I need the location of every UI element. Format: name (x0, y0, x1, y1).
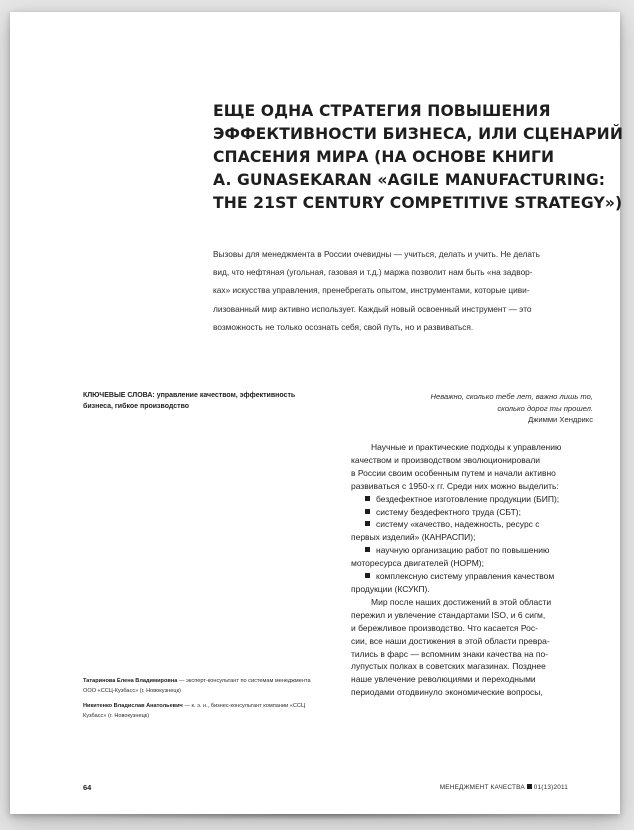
lead-line: лизованный мир активно использует. Каждый новый освоенный инструмент — это (213, 303, 532, 314)
author-description: ООО «ССЦ-Кузбасс» (г. Новокузнецк) (83, 687, 181, 694)
bullet-item: систему «качество, надежность, ресурс с (351, 518, 601, 531)
body-line: лупустых полках в советских магазинах. Позднее (351, 661, 546, 672)
bullet-continuation: моторесурса двигателей (НОРМ); (351, 558, 484, 569)
page-number: 64 (83, 783, 92, 792)
title-line: СПАСЕНИЯ МИРА (НА ОСНОВЕ КНИГИ (213, 148, 555, 166)
bullet-item: научную организацию работ по повышению (351, 544, 601, 557)
body-line: Научные и практические подходы к управлению (371, 442, 562, 452)
footer-square-icon (527, 784, 532, 789)
keywords-line: КЛЮЧЕВЫЕ СЛОВА: управление качеством, эффективность (83, 392, 296, 399)
body-line: развиваться с 1950-х гг. Среди них можно выделить: (351, 480, 559, 491)
lead-line: ках» искусства управления, пренебрегать опытом, инструментами, которые циви- (213, 285, 530, 296)
journal-issue: 01(13)2011 (533, 784, 568, 791)
keywords-block (83, 391, 333, 412)
bullet-continuation: продукции (КСУКП). (351, 583, 430, 594)
author-description: — эксперт-консультант по системам менеджмента (177, 678, 311, 684)
title-line: A. GUNASEKARAN «AGILE MANUFACTURING: (213, 171, 606, 189)
author-entry (83, 702, 335, 721)
title-line: THE 21ST CENTURY COMPETITIVE STRATEGY») (213, 194, 623, 212)
author-name: Никитенко Владислав Анатольевич (83, 703, 183, 709)
epigraph-quote-line: сколько дорог ты прошел. (497, 403, 593, 413)
magazine-page (10, 12, 623, 814)
epigraph (365, 391, 593, 426)
author-description: Кузбасс» (г. Новокузнецк) (83, 712, 150, 719)
epigraph-author: Джимми Хендрикс (528, 415, 593, 424)
body-line: сии, все наши достижения в этой области превра- (351, 635, 550, 646)
keywords-line: бизнеса, гибкое производство (83, 402, 190, 410)
body-line: наше увлечение революциями и переходными (351, 674, 536, 685)
title-line: ЕЩЕ ОДНА СТРАТЕГИЯ ПОВЫШЕНИЯ (213, 102, 551, 120)
body-line: периодами отодвинуло экономические вопросы, (351, 687, 543, 698)
author-description: — к. э. н., бизнес-консультант компании «ССЦ (182, 703, 306, 709)
bullet-item: систему бездефектного труда (СБТ); (351, 506, 601, 519)
body-text (351, 441, 601, 699)
journal-footer (440, 784, 568, 791)
bullet-square-icon (365, 509, 370, 514)
author-entry (83, 677, 335, 696)
body-line: в России своим особенным путем и начали активно (351, 467, 556, 478)
lead-paragraph (213, 245, 591, 336)
bullet-continuation: первых изделий» (КАНРАСПИ); (351, 532, 476, 543)
bullet-square-icon (365, 573, 370, 578)
bullet-square-icon (365, 547, 370, 552)
bullet-square-icon (365, 521, 370, 526)
author-info (83, 677, 335, 727)
body-line: Мир после наших достижений в этой области (371, 596, 552, 607)
body-line: тились в фарс — вспомним знаки качества на по- (351, 648, 549, 659)
body-line: качеством и производством эволюционировали (351, 454, 541, 465)
body-line: пережил и увлечение стандартами ISO, и 6 сигм, (351, 609, 546, 620)
lead-line: Вызовы для менеджмента в России очевидны — учиться, делать и учить. Не делать (213, 249, 540, 259)
article-title (213, 100, 623, 215)
bullet-item: бездефектное изготовление продукции (БИП); (351, 493, 601, 506)
lead-line: вид, что нефтяная (угольная, газовая и т.д.) маржа позволит нам быть «на задвор- (213, 267, 533, 278)
epigraph-quote-line: Неважно, сколько тебе лет, важно лишь то, (430, 392, 593, 401)
title-line: ЭФФЕКТИВНОСТИ БИЗНЕСА, ИЛИ СЦЕНАРИЙ (213, 125, 623, 143)
author-name: Татаринова Елена Владимировна (83, 678, 178, 684)
lead-line: возможность не только осознать себя, свой путь, но и развиваться. (213, 321, 474, 332)
journal-name: МЕНЕДЖМЕНТ КАЧЕСТВА (439, 784, 525, 791)
bullet-item: комплексную систему управления качеством (351, 570, 601, 583)
bullet-square-icon (365, 496, 370, 501)
body-line: и бережливое производство. Что касается Рос- (351, 622, 538, 633)
